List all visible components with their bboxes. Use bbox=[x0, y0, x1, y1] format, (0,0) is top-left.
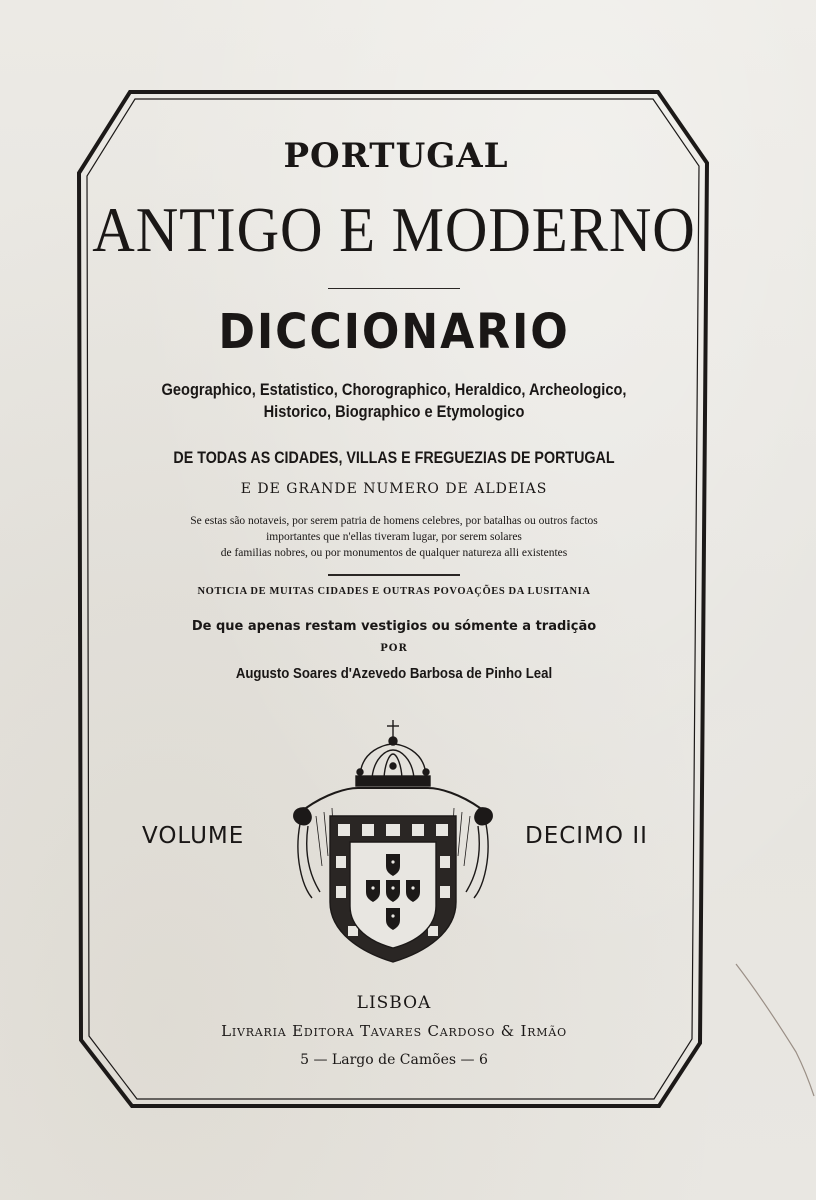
subtitle-line-2: Historico, Biographico e Etymologico bbox=[263, 402, 525, 421]
por-label: POR bbox=[380, 643, 408, 654]
scope-line-1: DE TODAS AS CIDADES, VILLAS E FREGUEZIAS DE PORTUGAL bbox=[173, 448, 615, 467]
paper-tear-mark bbox=[726, 960, 816, 1100]
coat-of-arms-icon bbox=[286, 716, 500, 968]
note-line-3: de familias nobres, ou por monumentos de qualquer natureza alli existentes bbox=[220, 547, 568, 559]
subtitle-line-1: Geographico, Estatistico, Chorographico, Heraldico, Archeologico, bbox=[161, 380, 627, 399]
tradicao-line: De que apenas restam vestigios ou sómente a tradição bbox=[191, 619, 597, 634]
imprint-city: LISBOA bbox=[356, 993, 432, 1013]
volume-label: VOLUME bbox=[142, 823, 245, 849]
divider-rule bbox=[328, 574, 460, 576]
scope-line-2: E DE GRANDE NUMERO DE ALDEIAS bbox=[240, 481, 548, 497]
imprint-publisher: Livraria Editora Tavares Cardoso & Irmão bbox=[221, 1022, 567, 1040]
note-line-1: Se estas são notaveis, por serem patria de homens celebres, por batalhas ou outros factos bbox=[190, 515, 598, 527]
title-portugal: PORTUGAL bbox=[283, 136, 509, 176]
imprint-address: 5 — Largo de Camões — 6 bbox=[300, 1052, 488, 1068]
heading-diccionario: DICCIONARIO bbox=[218, 304, 570, 360]
note-line-2: importantes que n'ellas tiveram lugar, por serem solares bbox=[266, 531, 522, 543]
volume-number: DECIMO II bbox=[525, 823, 648, 849]
noticia-line: NOTICIA DE MUITAS CIDADES E OUTRAS POVOAÇÕES DA LUSITANIA bbox=[197, 586, 591, 597]
title-antigo-e-moderno: ANTIGO E MODERNO bbox=[92, 194, 696, 265]
author-name: Augusto Soares d'Azevedo Barbosa de Pinho Leal bbox=[235, 665, 553, 682]
divider-rule bbox=[328, 288, 460, 289]
